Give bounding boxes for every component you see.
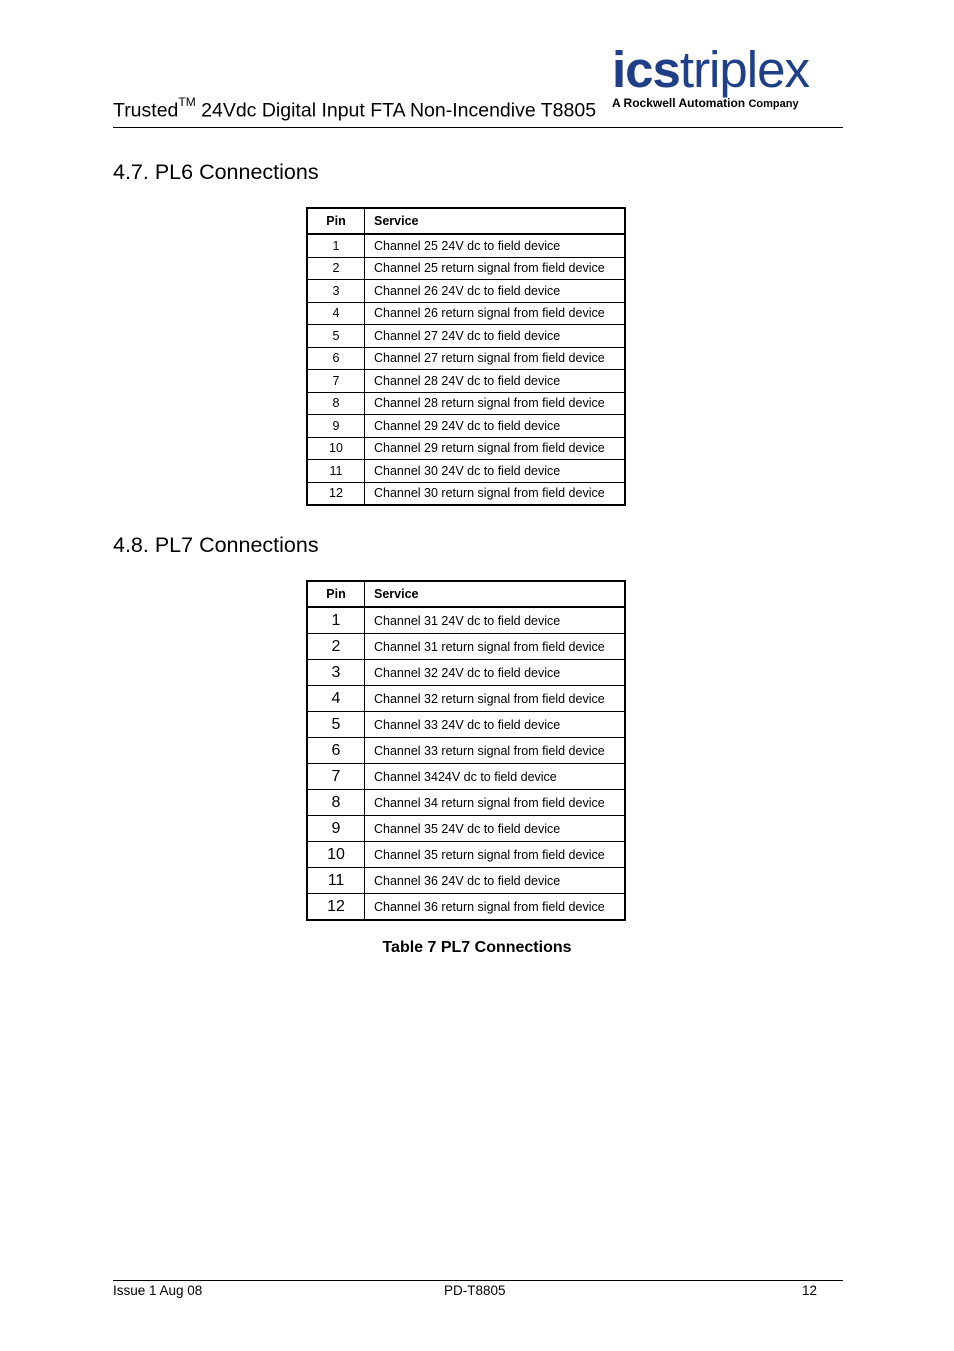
table-row — [307, 392, 625, 415]
service-cell: Channel 30 24V dc to field device — [365, 460, 626, 483]
column-header-service: Service — [365, 581, 626, 607]
pin-cell: 10 — [307, 437, 365, 460]
pin-cell: 4 — [307, 686, 365, 712]
service-cell: Channel 26 return signal from field device — [365, 302, 626, 325]
table-row — [307, 347, 625, 370]
pin-cell: 9 — [307, 816, 365, 842]
pin-cell: 6 — [307, 347, 365, 370]
service-cell: Channel 25 return signal from field device — [365, 257, 626, 280]
pin-cell: 2 — [307, 634, 365, 660]
service-cell: Channel 26 24V dc to field device — [365, 280, 626, 303]
pin-cell: 7 — [307, 764, 365, 790]
column-header-pin: Pin — [307, 208, 365, 234]
table-row — [307, 816, 625, 842]
pin-cell: 2 — [307, 257, 365, 280]
service-cell: Channel 36 return signal from field device — [365, 894, 626, 921]
section-heading-pl7: 4.8. PL7 Connections — [113, 533, 319, 557]
table-header-row — [307, 208, 625, 234]
service-cell: Channel 35 24V dc to field device — [365, 816, 626, 842]
service-cell: Channel 30 return signal from field device — [365, 482, 626, 505]
table-row — [307, 482, 625, 505]
pin-cell: 7 — [307, 370, 365, 393]
footer-issue: Issue 1 Aug 08 — [113, 1283, 203, 1298]
section-heading-pl6: 4.7. PL6 Connections — [113, 160, 319, 184]
pin-cell: 11 — [307, 868, 365, 894]
footer-page-number: 12 — [802, 1283, 818, 1298]
logo-tagline — [612, 96, 844, 110]
service-cell: Channel 36 24V dc to field device — [365, 868, 626, 894]
table-row — [307, 325, 625, 348]
table-row — [307, 868, 625, 894]
table-row — [307, 437, 625, 460]
table-row — [307, 415, 625, 438]
pin-cell: 1 — [307, 607, 365, 634]
service-cell: Channel 25 24V dc to field device — [365, 234, 626, 257]
pl6-connections-table — [306, 207, 626, 506]
table-row — [307, 764, 625, 790]
service-cell: Channel 32 24V dc to field device — [365, 660, 626, 686]
table-row — [307, 738, 625, 764]
pin-cell: 4 — [307, 302, 365, 325]
pin-cell: 12 — [307, 894, 365, 921]
table-caption: Table 7 PL7 Connections — [382, 939, 572, 956]
table-row — [307, 686, 625, 712]
pin-cell: 12 — [307, 482, 365, 505]
company-logo — [612, 41, 844, 110]
service-cell: Channel 33 24V dc to field device — [365, 712, 626, 738]
pin-cell: 3 — [307, 280, 365, 303]
table-row — [307, 280, 625, 303]
table-row — [307, 607, 625, 634]
logo-wordmark — [612, 41, 844, 98]
footer-doc-id: PD-T8805 — [444, 1283, 506, 1298]
service-cell: Channel 35 return signal from field device — [365, 842, 626, 868]
column-header-service: Service — [365, 208, 626, 234]
table-row — [307, 634, 625, 660]
service-cell: Channel 31 return signal from field device — [365, 634, 626, 660]
table-row — [307, 460, 625, 483]
pin-cell: 1 — [307, 234, 365, 257]
service-cell: Channel 3424V dc to field device — [365, 764, 626, 790]
service-cell: Channel 27 return signal from field device — [365, 347, 626, 370]
service-cell: Channel 27 24V dc to field device — [365, 325, 626, 348]
table-row — [307, 234, 625, 257]
table-row — [307, 257, 625, 280]
footer-divider — [113, 1280, 843, 1281]
service-cell: Channel 33 return signal from field device — [365, 738, 626, 764]
pin-cell: 11 — [307, 460, 365, 483]
pin-cell: 6 — [307, 738, 365, 764]
pl7-connections-table — [306, 580, 626, 921]
pin-cell: 8 — [307, 392, 365, 415]
table-row — [307, 370, 625, 393]
service-cell: Channel 32 return signal from field device — [365, 686, 626, 712]
logo-light: triplex — [679, 41, 809, 98]
pin-cell: 5 — [307, 712, 365, 738]
table-row — [307, 712, 625, 738]
document-title — [113, 95, 597, 123]
table-row — [307, 842, 625, 868]
pin-cell: 10 — [307, 842, 365, 868]
trademark-sup: TM — [178, 95, 196, 109]
service-cell: Channel 34 return signal from field device — [365, 790, 626, 816]
pin-cell: 3 — [307, 660, 365, 686]
logo-tagline-main: A Rockwell Automation — [612, 96, 746, 110]
title-prefix: Trusted — [113, 99, 179, 122]
header-divider — [113, 127, 843, 128]
service-cell: Channel 28 24V dc to field device — [365, 370, 626, 393]
service-cell: Channel 31 24V dc to field device — [365, 607, 626, 634]
pl6-table-body — [307, 234, 625, 505]
service-cell: Channel 29 return signal from field device — [365, 437, 626, 460]
logo-tagline-company: Company — [748, 98, 799, 110]
table-row — [307, 790, 625, 816]
pin-cell: 8 — [307, 790, 365, 816]
table-header-row — [307, 581, 625, 607]
service-cell: Channel 29 24V dc to field device — [365, 415, 626, 438]
pl7-table-body — [307, 607, 625, 920]
service-cell: Channel 28 return signal from field device — [365, 392, 626, 415]
pin-cell: 5 — [307, 325, 365, 348]
pin-cell: 9 — [307, 415, 365, 438]
column-header-pin: Pin — [307, 581, 365, 607]
table-row — [307, 302, 625, 325]
logo-bold: ics — [612, 41, 680, 98]
table-row — [307, 894, 625, 921]
table-row — [307, 660, 625, 686]
title-rest: 24Vdc Digital Input FTA Non-Incendive T8805 — [195, 99, 597, 122]
